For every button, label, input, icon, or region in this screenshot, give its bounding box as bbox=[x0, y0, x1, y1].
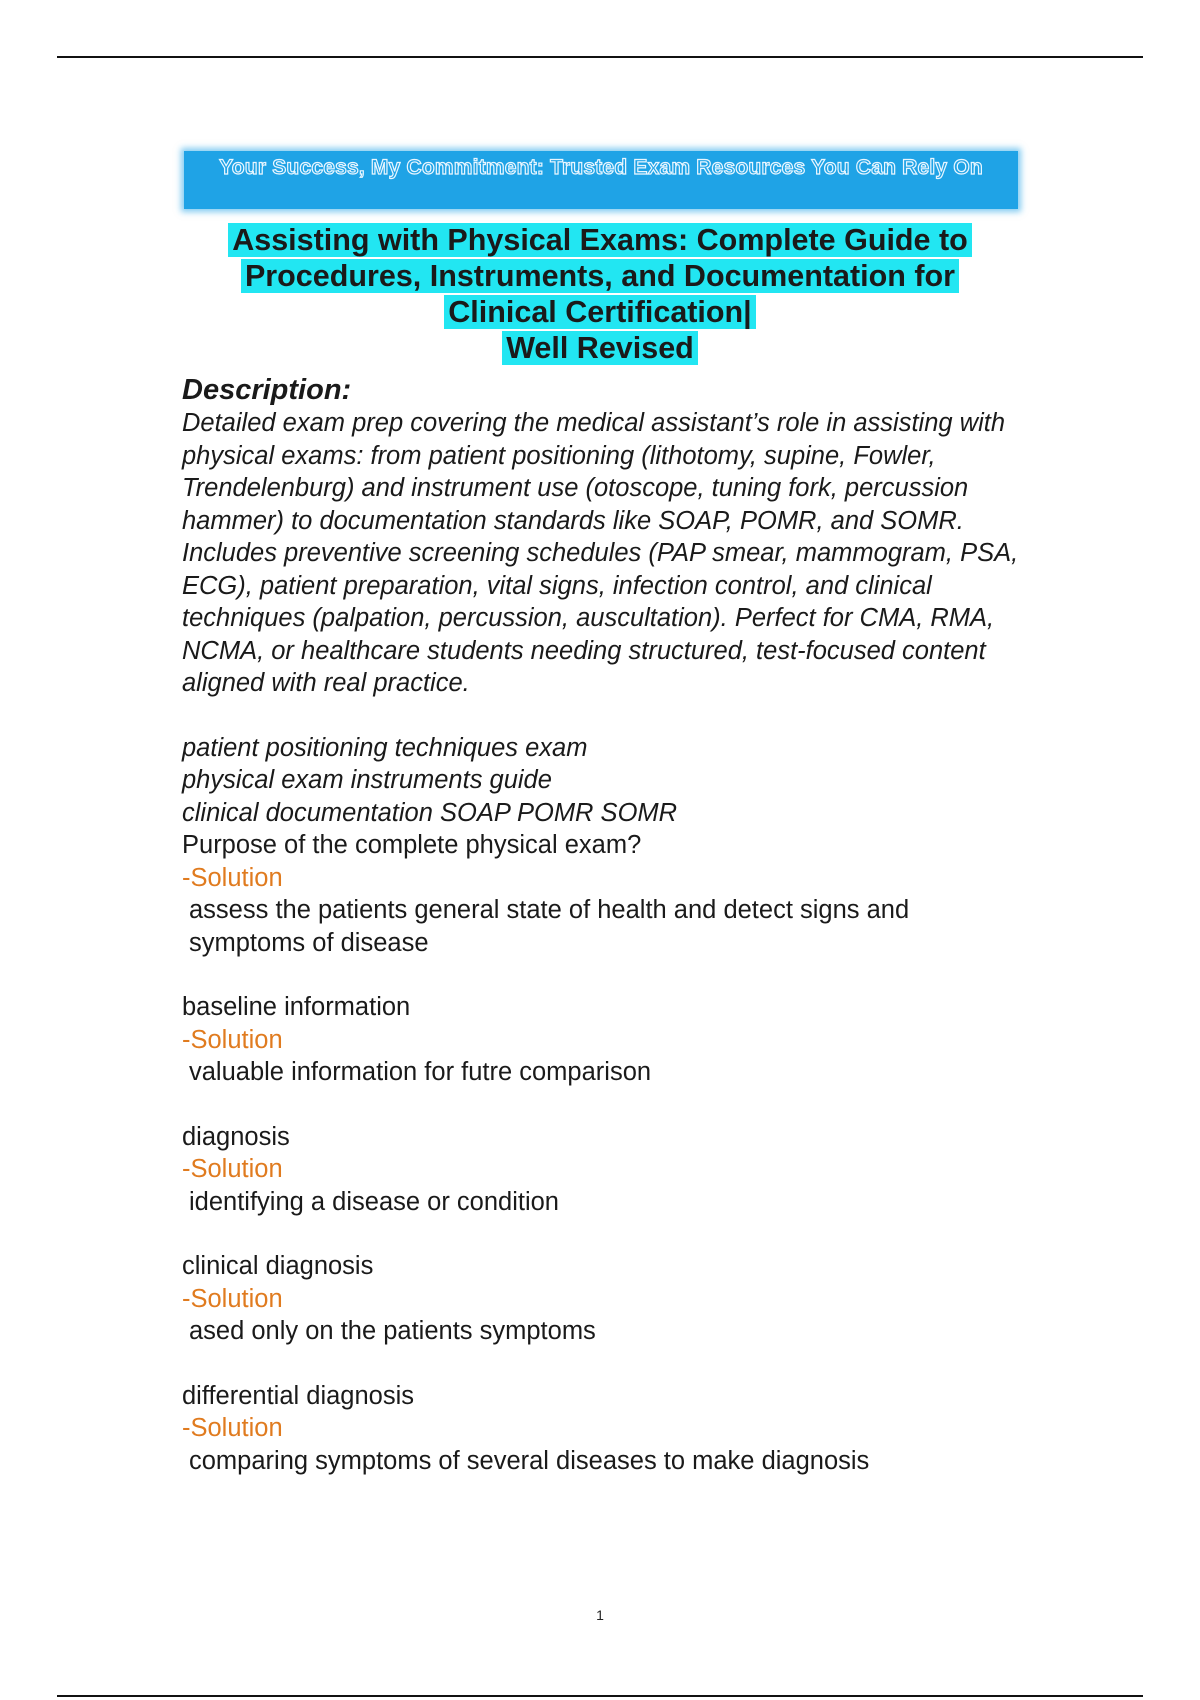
qa-item bbox=[182, 1121, 1022, 1219]
qa-item bbox=[182, 829, 1022, 959]
top-rule bbox=[57, 56, 1143, 58]
qa-question: clinical diagnosis bbox=[182, 1252, 374, 1280]
page-number: 1 bbox=[596, 1607, 604, 1623]
title-line-4: Well Revised bbox=[502, 331, 698, 365]
promo-banner bbox=[184, 151, 1018, 209]
qa-answer: valuable information for futre comparison bbox=[189, 1058, 652, 1086]
qa-item bbox=[182, 1250, 1022, 1348]
qa-solution-label: -Solution bbox=[182, 1284, 283, 1313]
qa-solution-label: -Solution bbox=[182, 1414, 283, 1442]
qa-answer: ased only on the patients symptoms bbox=[189, 1317, 596, 1345]
title-line-3: Clinical Certification| bbox=[444, 295, 755, 329]
qa-item bbox=[182, 991, 1022, 1089]
title-line-1: Assisting with Physical Exams: Complete Guide to bbox=[228, 223, 972, 257]
qa-question: baseline information bbox=[182, 993, 411, 1021]
keyword-item: physical exam instruments guide bbox=[182, 766, 552, 794]
document-body bbox=[182, 373, 1022, 1477]
bottom-rule bbox=[57, 1695, 1143, 1697]
qa-answer: identifying a disease or condition bbox=[189, 1187, 559, 1216]
qa-answer: comparing symptoms of several diseases to make diagnosis bbox=[189, 1446, 870, 1475]
keyword-item: clinical documentation SOAP POMR SOMR bbox=[182, 798, 678, 827]
keyword-item: patient positioning techniques exam bbox=[182, 733, 588, 762]
qa-solution-label: -Solution bbox=[182, 863, 283, 892]
keyword-list bbox=[182, 732, 1022, 830]
banner-text: Your Success, My Commitment: Trusted Exam Resources You Can Rely On bbox=[219, 156, 983, 179]
qa-answer: assess the patients general state of health and detect signs and symptoms of disease bbox=[189, 896, 910, 957]
qa-question: Purpose of the complete physical exam? bbox=[182, 831, 642, 859]
document-title bbox=[150, 222, 1050, 366]
description-heading: Description: bbox=[182, 374, 352, 406]
title-line-2: Procedures, Instruments, and Documentation for bbox=[241, 259, 959, 293]
qa-solution-label: -Solution bbox=[182, 1155, 283, 1183]
qa-question: diagnosis bbox=[182, 1122, 290, 1151]
qa-item bbox=[182, 1380, 1022, 1478]
qa-solution-label: -Solution bbox=[182, 1025, 283, 1054]
description-text: Detailed exam prep covering the medical assistant’s role in assisting with physical exams: from patient positioning (lithotomy, supine, Fowler, Trendelenburg) and instrument use (otoscope, tuning fork, percussion hammer) to documentation standards like SOAP, POMR, and SOMR. Includes preventive screening schedules (PAP smear, mammogram, PSA, ECG), patient preparation, vital signs, infection control, and clinical techniques (palpation, percussion, auscultation). Perfect for CMA, RMA, NCMA, or healthcare students needing structured, test-focused content aligned with real practice. bbox=[182, 409, 1019, 697]
qa-question: differential diagnosis bbox=[182, 1381, 415, 1410]
